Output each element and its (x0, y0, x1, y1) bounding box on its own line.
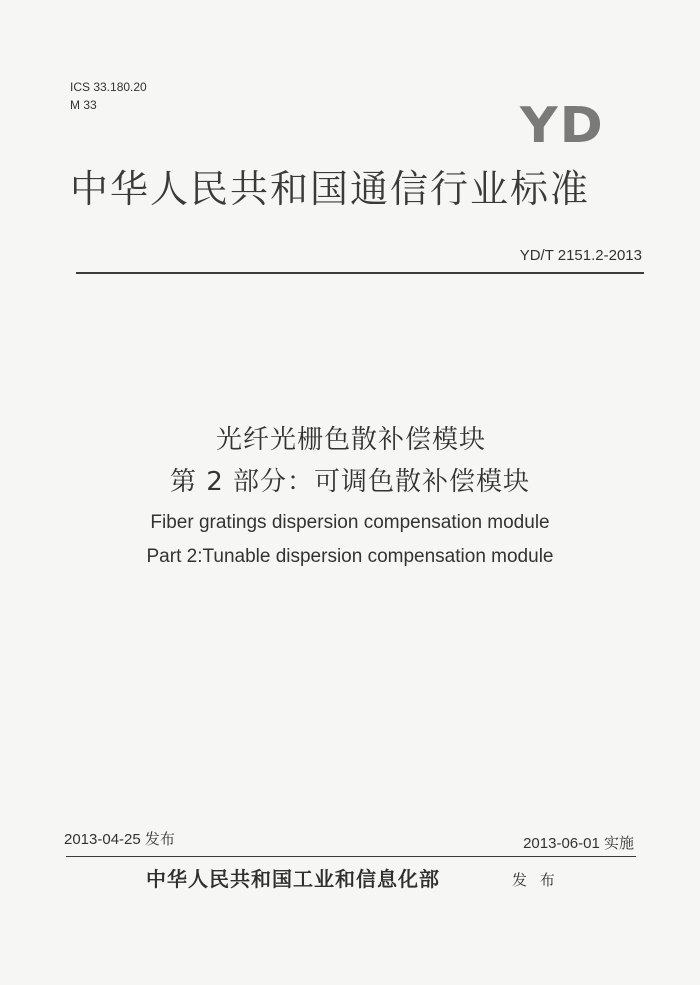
category-code: M 33 (70, 98, 97, 112)
header-divider (76, 272, 644, 274)
footer-divider (66, 856, 636, 857)
english-title-line-2: Part 2:Tunable dispersion compensation module (146, 546, 554, 567)
yd-logo: YD (520, 97, 605, 155)
standard-number: YD/T 2151.2-2013 (519, 247, 642, 264)
implementation-date: 2013-06-01 实施 (523, 835, 634, 852)
classification-codes (70, 78, 147, 114)
standard-title: 中华人民共和国通信行业标准 (70, 167, 591, 211)
issuing-authority: 中华人民共和国工业和信息化部 (146, 867, 440, 891)
issue-date: 2013-04-25 发布 (64, 831, 175, 848)
title-block (0, 422, 700, 570)
chinese-title-line-1: 光纤光栅色散补偿模块 (215, 425, 486, 455)
issuer-suffix: 发 布 (512, 871, 559, 889)
chinese-title-line-2: 第 2 部分：可调色散补偿模块 (169, 467, 531, 497)
english-title-line-1: Fiber gratings dispersion compensation module (150, 512, 550, 533)
ics-code: ICS 33.180.20 (70, 80, 147, 94)
